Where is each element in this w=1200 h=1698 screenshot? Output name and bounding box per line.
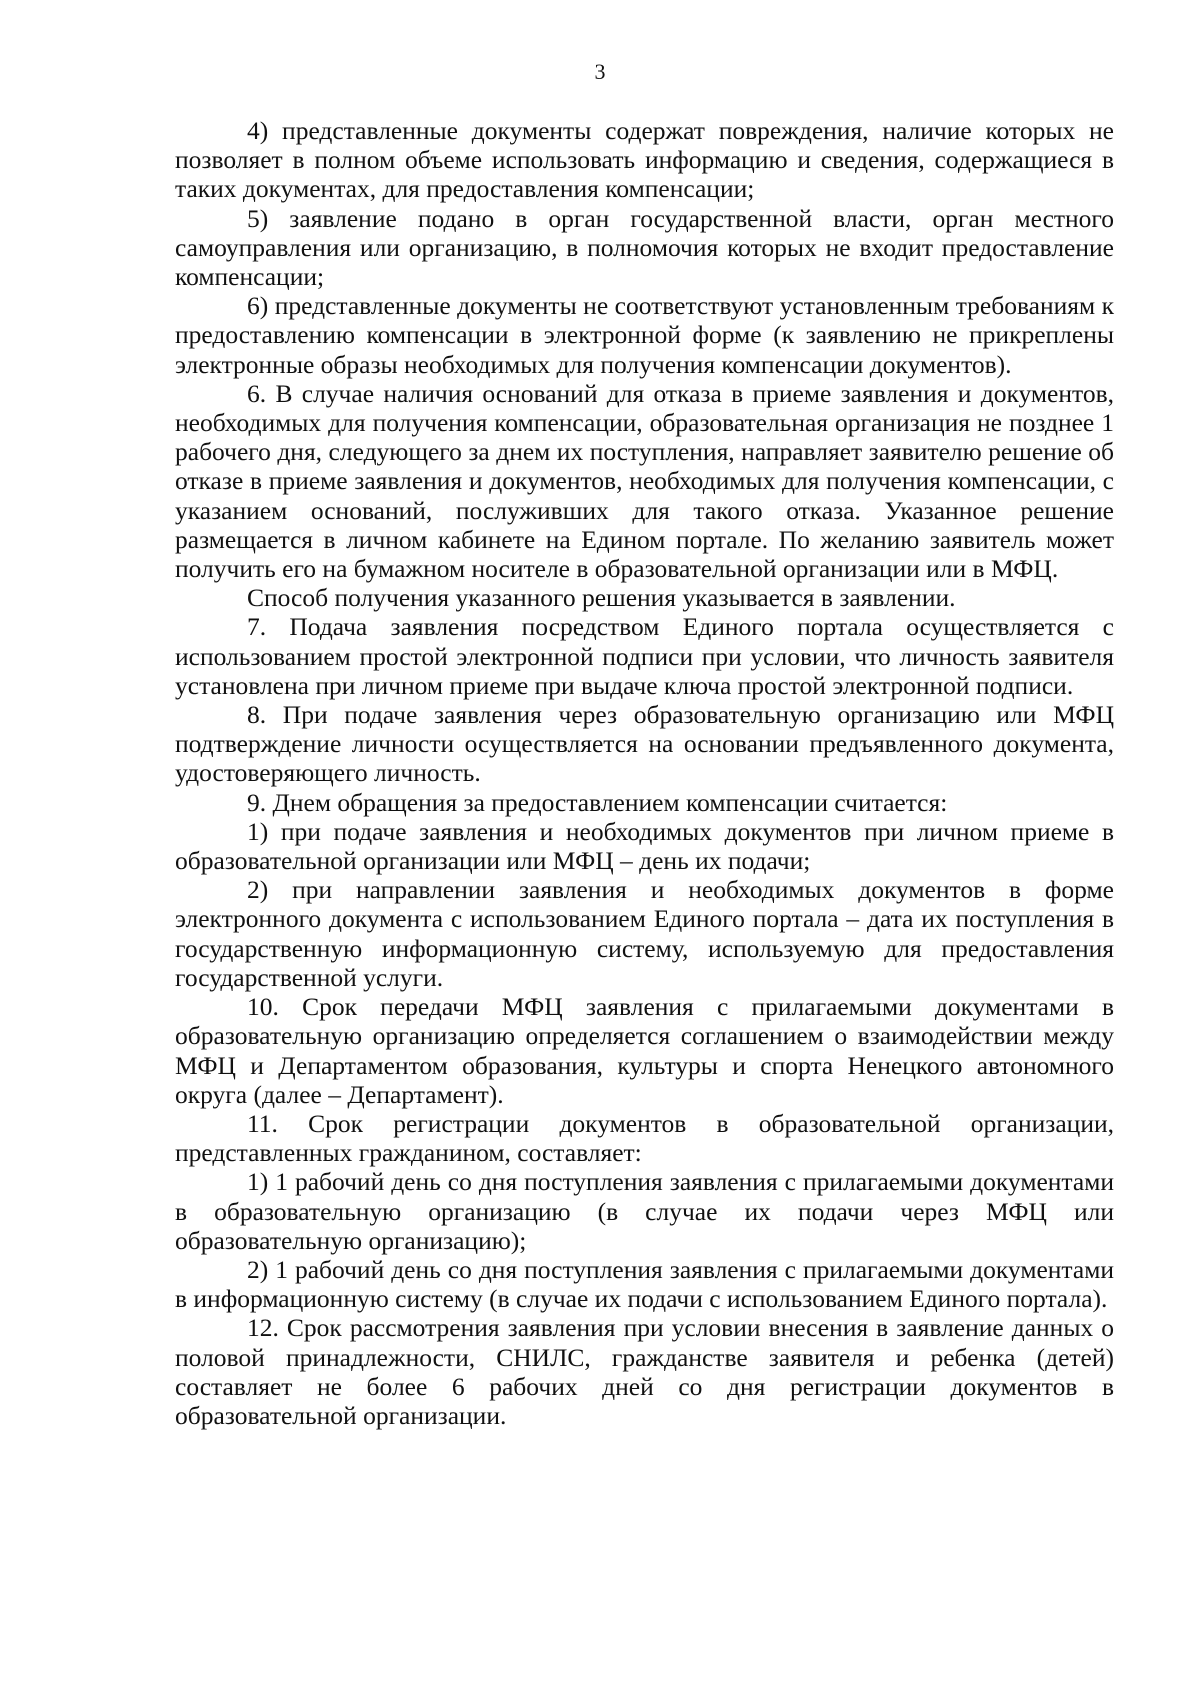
document-body: [175, 116, 1114, 1430]
paragraph-section-8-identity-confirmation: 8. При подаче заявления через образовательную организацию или МФЦ подтверждение личности осуществляется на основании предъявленного документа, удостоверяющего личность.: [175, 700, 1114, 788]
paragraph-item-2-electronic-submission: 2) при направлении заявления и необходимых документов в форме электронного документа с использованием Единого портала – дата их поступления в государственную информационную систему, используемую для предоставления государственной услуги.: [175, 875, 1114, 992]
paragraph-item-1-registration-organization: 1) 1 рабочий день со дня поступления заявления с прилагаемыми документами в образовательную организацию (в случае их подачи через МФЦ или образовательную организацию);: [175, 1167, 1114, 1255]
paragraph-section-11-registration-term: 11. Срок регистрации документов в образовательной организации, представленных гражданином, составляет:: [175, 1108, 1114, 1168]
paragraph-section-12-review-term: 12. Срок рассмотрения заявления при условии внесения в заявление данных о половой принадлежности, СНИЛС, гражданстве заявителя и ребенка (детей) составляет не более 6 рабочих дней со дня регистрации документов в образовательной организации.: [175, 1313, 1114, 1430]
paragraph-item-4-damaged-documents: 4) представленные документы содержат повреждения, наличие которых не позволяет в полном объеме использовать информацию и сведения, содержащиеся в таких документах, для предоставления компенсации;: [175, 116, 1114, 204]
paragraph-section-6-refusal: 6. В случае наличия оснований для отказа в приеме заявления и документов, необходимых для получения компенсации, образовательная организация не позднее 1 рабочего дня, следующего за днем их поступления, направляет заявителю решение об отказе в приеме заявления и документов, необходимых для получения компенсации, с указанием оснований, послуживших для такого отказа. Указанное решение размещается в личном кабинете на Едином портале. По желанию заявитель может получить его на бумажном носителе в образовательной организации или в МФЦ.: [175, 378, 1114, 584]
paragraph-item-6-electronic-requirements: 6) представленные документы не соответствуют установленным требованиям к предоставлению компенсации в электронной форме (к заявлению не прикреплены электронные образы необходимых для получения компенсации документов).: [175, 291, 1114, 379]
paragraph-item-5-wrong-authority: 5) заявление подано в орган государственной власти, орган местного самоуправления или организацию, в полномочия которых не входит предоставление компенсации;: [175, 203, 1114, 292]
paragraph-item-2-registration-information-system: 2) 1 рабочий день со дня поступления заявления с прилагаемыми документами в информационную систему (в случае их подачи с использованием Единого портала).: [175, 1254, 1114, 1314]
paragraph-section-10-transfer-term: 10. Срок передачи МФЦ заявления с прилагаемыми документами в образовательную организацию определяется соглашением о взаимодействии между МФЦ и Департаментом образования, культуры и спорта Ненецкого автономного округа (далее – Департамент).: [175, 992, 1114, 1109]
paragraph-section-9-application-date: 9. Днем обращения за предоставлением компенсации считается:: [247, 787, 948, 817]
paragraph-decision-method: Способ получения указанного решения указывается в заявлении.: [247, 583, 956, 613]
paragraph-section-7-portal-submission: 7. Подача заявления посредством Единого портала осуществляется с использованием простой электронной подписи при условии, что личность заявителя установлена при личном приеме при выдаче ключа простой электронной подписи.: [175, 612, 1114, 700]
paragraph-item-1-personal-submission: 1) при подаче заявления и необходимых документов при личном приеме в образовательной организации или МФЦ – день их подачи;: [175, 816, 1114, 876]
page-number: 3: [594, 59, 606, 84]
